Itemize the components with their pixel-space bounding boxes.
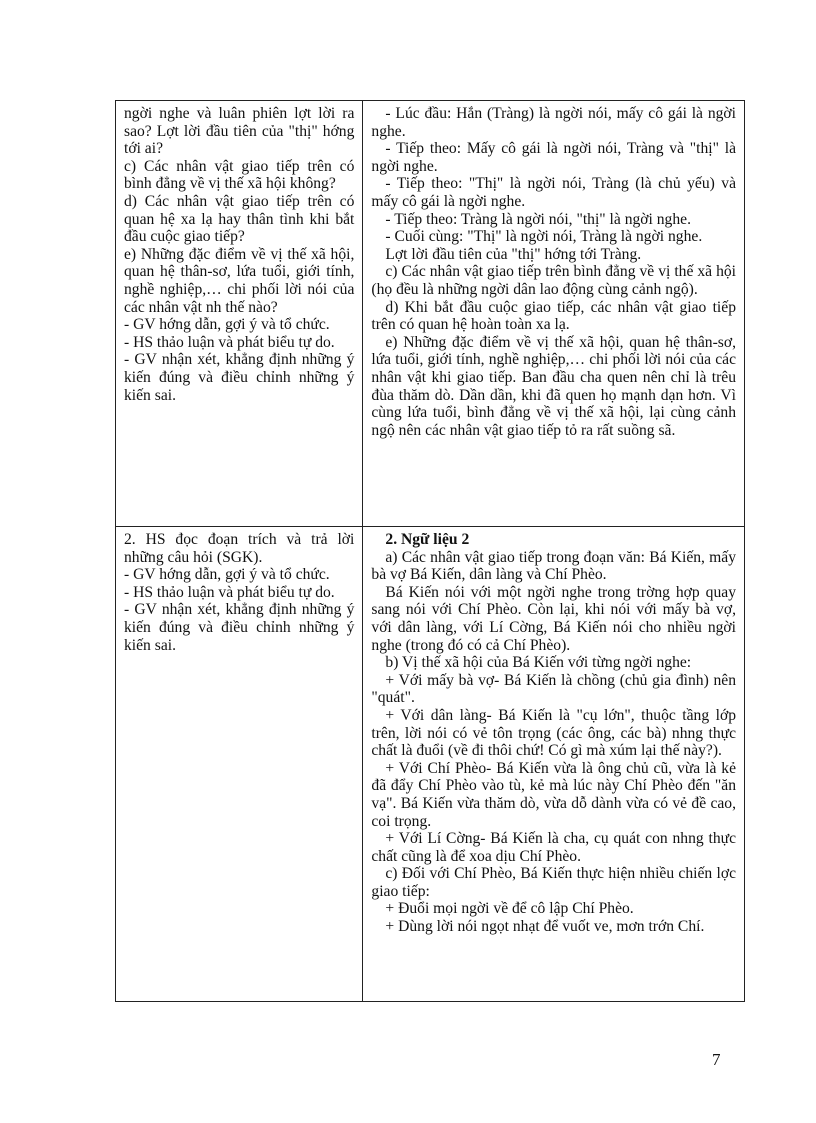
answer-text: + Với Lí Cờng- Bá Kiến là cha, cụ quát con nhng thực chất cũng là để xoa dịu Chí Phèo. <box>371 830 736 865</box>
question-text: d) Các nhân vật giao tiếp trên có quan hệ xa lạ hay thân tình khi bắt đầu cuộc giao tiếp? <box>124 192 355 246</box>
answer-text: + Với mấy bà vợ- Bá Kiến là chồng (chủ gia đình) nên "quát". <box>371 671 736 707</box>
answer-text: Lợt lời đầu tiên của "thị" hớng tới Tràng. <box>385 245 642 263</box>
answer-text: e) Những đặc điểm về vị thế xã hội, quan hệ thân-sơ, lứa tuổi, giới tính, nghề nghiệp,… chi phối lời nói của các nhân vật khi giao tiếp. Ban đầu cha quen nên chỉ là trêu đùa thăm dò. Dần dần, khi đã quen họ mạnh dạn hơn. Vì cùng lứa tuổi, bình đẳng về vị thế xã hội, lại cùng cảnh ngộ nên các nhân vật giao tiếp tỏ ra rất suồng sã. <box>371 333 736 439</box>
instruction-text: - GV hớng dẫn, gợi ý và tổ chức. <box>124 566 330 584</box>
instruction-text: - HS thảo luận và phát biểu tự do. <box>124 333 335 351</box>
answer-text: - Tiếp theo: "Thị" là ngời nói, Tràng (là chủ yếu) và mấy cô gái là ngời nghe. <box>371 175 736 210</box>
instruction-text: - GV nhận xét, khẳng định những ý kiến đúng và điều chỉnh những ý kiến sai. <box>124 351 355 404</box>
answer-text: - Lúc đầu: Hắn (Tràng) là ngời nói, mấy cô gái là ngời nghe. <box>371 105 736 140</box>
instruction-text: - GV nhận xét, khẳng định những ý kiến đúng và điều chỉnh những ý kiến sai. <box>124 601 355 654</box>
lesson-table <box>115 100 745 1002</box>
instruction-text: - GV hớng dẫn, gợi ý và tổ chức. <box>124 316 330 334</box>
content-cell <box>363 527 745 1002</box>
answer-text: - Tiếp theo: Tràng là ngời nói, "thị" là ngời nghe. <box>385 210 691 228</box>
answer-text: a) Các nhân vật giao tiếp trong đoạn văn: Bá Kiến, mấy bà vợ Bá Kiến, dân làng và Chí Phèo. <box>371 548 736 584</box>
section-heading: 2. Ngữ liệu 2 <box>385 531 470 548</box>
answer-text: + Với dân làng- Bá Kiến là "cụ lớn", thuộc tầng lớp trên, lời nói có vẻ tôn trọng (các ông, các bà) nhng thực chất là đuổi (về đi thôi chứ! Có gì mà xúm lại thế này?). <box>371 706 736 760</box>
content-clip <box>371 105 736 520</box>
activity-cell <box>116 527 363 1002</box>
answer-text: - Tiếp theo: Mấy cô gái là ngời nói, Tràng và "thị" là ngời nghe. <box>371 140 736 175</box>
answer-text: + Với Chí Phèo- Bá Kiến vừa là ông chủ cũ, vừa là kẻ đã đẩy Chí Phèo vào tù, kẻ mà lúc này Chí Phèo đến "ăn vạ". Bá Kiến vừa thăm dò, vừa dỗ dành vừa có vẻ đề cao, coi trọng. <box>371 759 736 830</box>
table-row <box>116 101 745 527</box>
table-row <box>116 527 745 1002</box>
question-text: c) Các nhân vật giao tiếp trên có bình đẳng về vị thế xã hội không? <box>124 157 355 193</box>
content-cell <box>363 101 745 527</box>
activity-cell <box>116 101 363 527</box>
answer-text: + Đuổi mọi ngời về để cô lập Chí Phèo. <box>385 900 634 918</box>
question-text: e) Những đặc điểm về vị thế xã hội, quan hệ thân-sơ, lứa tuổi, giới tính, nghề nghiệp,… chi phối lời nói của các nhân vật nh thế nào? <box>124 245 355 316</box>
instruction-text: - HS thảo luận và phát biểu tự do. <box>124 583 335 601</box>
answer-text: + Dùng lời nói ngọt nhạt để vuốt ve, mơn trớn Chí. <box>385 918 705 936</box>
answer-text: b) Vị thế xã hội của Bá Kiến với từng ngời nghe: <box>385 654 692 672</box>
instruction-text: 2. HS đọc đoạn trích và trả lời những câu hỏi (SGK). <box>124 531 355 566</box>
question-text: ngời nghe và luân phiên lợt lời ra sao? Lợt lời đầu tiên của "thị" hớng tới ai? <box>124 105 355 158</box>
page-number: 7 <box>712 1050 721 1069</box>
answer-text: c) Đối với Chí Phèo, Bá Kiến thực hiện nhiều chiến lợc giao tiếp: <box>371 865 736 900</box>
answer-text: - Cuối cùng: "Thị" là ngời nói, Tràng là ngời nghe. <box>385 228 703 246</box>
answer-text: Bá Kiến nói với một ngời nghe trong trờng hợp quay sang nói với Chí Phèo. Còn lại, khi nói với mấy bà vợ, với dân làng, với Lí Cờng, Bá Kiến nói cho nhiều ngời nghe (trong đó có cả Chí Phèo). <box>371 583 736 654</box>
answer-text: d) Khi bắt đầu cuộc giao tiếp, các nhân vật giao tiếp trên có quan hệ hoàn toàn xa lạ. <box>371 298 736 334</box>
answer-text: c) Các nhân vật giao tiếp trên bình đẳng về vị thế xã hội (họ đều là những ngời dân lao động cùng cảnh ngộ). <box>371 263 736 298</box>
